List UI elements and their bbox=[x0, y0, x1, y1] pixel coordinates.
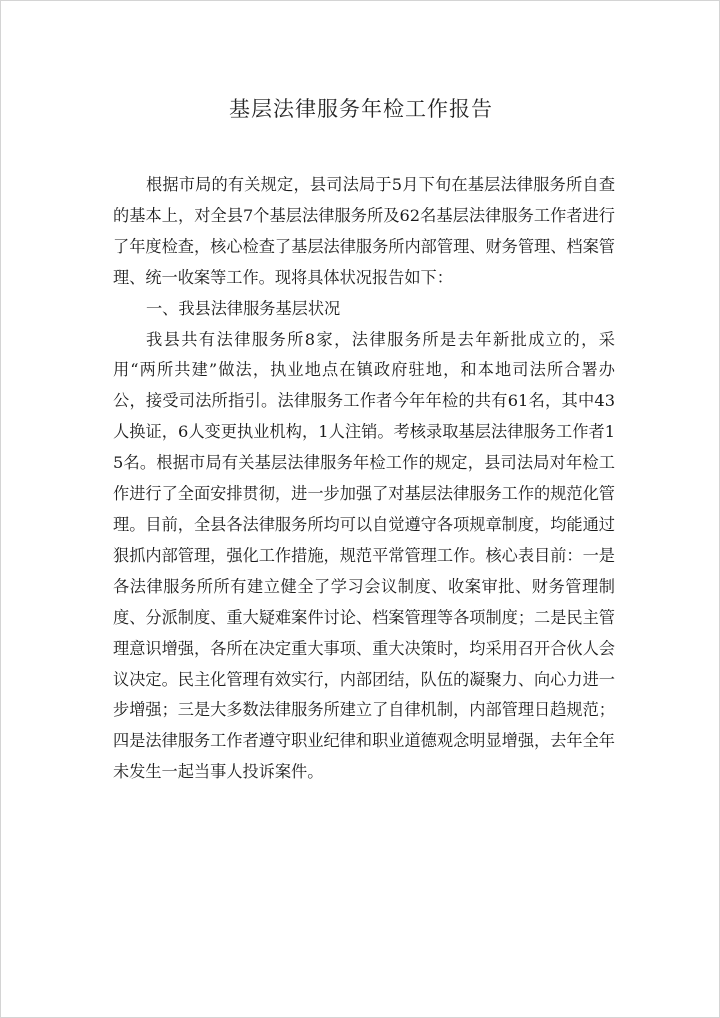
intro-paragraph: 根据市局的有关规定，县司法局于5月下旬在基层法律服务所自查的基本上，对全县7个基层法律服务所及62名基层法律服务工作者进行了年度检查，核心检查了基层法律服务所内部管理、财务管理、档案管理、统一收案等工作。现将具体状况报告如下： bbox=[113, 175, 615, 287]
section-heading: 一、我县法律服务基层状况 bbox=[146, 298, 341, 318]
document-title: 基层法律服务年检工作报告 bbox=[229, 97, 493, 121]
section-paragraph: 我县共有法律服务所8家，法律服务所是去年新批成立的，采用“两所共建”做法，执业地点在镇政府驻地，和本地司法所合署办公，接受司法所指引。法律服务工作者今年年检的共有61名，其中43人换证，6人变更执业机构，1人注销。考核录取基层法律服务工作者15名。根据市局有关基层法律服务年检工作的规定，县司法局对年检工作进行了全面安排贯彻，进一步加强了对基层法律服务工作的规范化管理。目前，全县各法律服务所均可以自觉遵守各项规章制度，均能通过狠抓内部管理，强化工作措施，规范平常管理工作。核心表目前：一是各法律服务所所有建立健全了学习会议制度、收案审批、财务管理制度、分派制度、重大疑难案件讨论、档案管理等各项制度；二是民主管理意识增强，各所在决定重大事项、重大决策时，均采用召开合伙人会议决定。民主化管理有效实行，内部团结，队伍的凝聚力、向心力进一步增强；三是大多数法律服务所建立了自律机制，内部管理日趋规范；四是法律服务工作者遵守职业纪律和职业道德观念明显增强，去年全年未发生一起当事人投诉案件。 bbox=[113, 329, 615, 782]
document-body bbox=[113, 170, 615, 788]
